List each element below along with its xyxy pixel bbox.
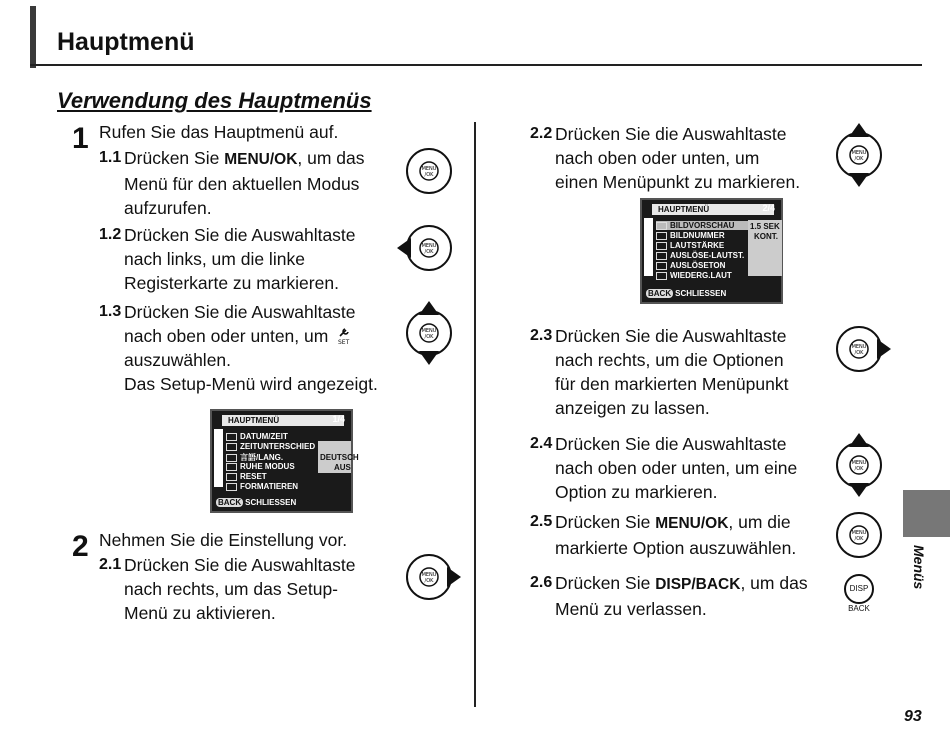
dpad-up-down-icon xyxy=(404,300,454,371)
lcd-page: 1/4 xyxy=(332,414,345,424)
chapter-thumb-tab xyxy=(903,490,950,537)
lcd-row: WIEDERG.LAUT xyxy=(656,271,732,280)
svg-text:/OK: /OK xyxy=(424,172,434,178)
lcd-row: AUSLÖSETON xyxy=(656,261,725,270)
header-accent-bar xyxy=(30,6,36,68)
lcd-screen-menu xyxy=(640,198,783,304)
dpad-icon xyxy=(834,510,884,565)
substep-2-5: 2.5 Drücken Sie MENU/OK, um die markierte Option auszuwählen. xyxy=(530,512,797,558)
lcd-row: AUSLÖSE-LAUTST. xyxy=(656,251,744,260)
substep-number: 1.1 xyxy=(99,149,122,166)
lcd-back-hint: BACK SCHLIESSEN xyxy=(648,289,727,298)
svg-text:MENU: MENU xyxy=(851,150,867,156)
substep-1-2: 1.2 Drücken Sie die Auswahltaste nach links, um die linke Registerkarte zu markieren. xyxy=(99,225,356,293)
lcd-values-box: DEUTSCH AUS xyxy=(318,441,351,473)
svg-text:MENU: MENU xyxy=(851,460,867,466)
lcd-screen-setup xyxy=(210,409,359,513)
svg-text:SET: SET xyxy=(338,339,350,345)
step-1-heading: Rufen Sie das Hauptmenü auf. xyxy=(99,122,339,142)
lcd-row: RUHE MODUS xyxy=(226,462,295,471)
dpad-up-down-icon xyxy=(834,432,884,503)
svg-text:MENU: MENU xyxy=(421,328,437,334)
menu-ok-key: MENU/OK xyxy=(224,151,298,168)
svg-text:MENU: MENU xyxy=(421,166,437,172)
svg-text:/OK: /OK xyxy=(854,156,864,162)
lcd-row: ZEITUNTERSCHIED xyxy=(226,442,315,451)
dpad-right-icon xyxy=(834,324,892,379)
lcd-row: BILDNUMMER xyxy=(656,231,725,240)
svg-text:MENU: MENU xyxy=(421,572,437,578)
column-divider xyxy=(474,122,476,707)
lcd-tab-strip xyxy=(644,218,653,276)
disp-back-key: DISP/BACK xyxy=(655,576,741,593)
disp-button-icon: DISP BACK xyxy=(842,574,876,616)
svg-text:MENU: MENU xyxy=(851,344,867,350)
lcd-row: DATUM/ZEIT xyxy=(226,432,288,441)
step-1-number: 1 xyxy=(72,122,89,155)
svg-text:/OK: /OK xyxy=(854,536,864,542)
substep-2-1: 2.1 Drücken Sie die Auswahltaste nach rechts, um das Setup- Menü zu aktivieren. xyxy=(99,555,356,623)
dpad-left-icon xyxy=(396,223,454,278)
lcd-row: 言語/LANG. xyxy=(226,452,283,463)
lcd-title-bar: HAUPTMENÜ xyxy=(652,204,774,215)
svg-text:MENU: MENU xyxy=(851,530,867,536)
step-2-number: 2 xyxy=(72,530,89,563)
svg-text:MENU: MENU xyxy=(421,243,437,249)
svg-text:/OK: /OK xyxy=(854,350,864,356)
lcd-row: LAUTSTÄRKE xyxy=(656,241,724,250)
substep-2-6: 2.6 Drücken Sie DISP/BACK, um das Menü zu verlassen. xyxy=(530,573,808,619)
header-rule xyxy=(30,64,922,66)
lcd-page: 2/4 xyxy=(762,203,775,213)
substep-1-1: 1.1 Drücken Sie MENU/OK, um das Menü für den aktuellen Modus aufzurufen. xyxy=(99,148,365,218)
page-title: Hauptmenü xyxy=(57,28,195,56)
lcd-row: RESET xyxy=(226,472,267,481)
section-title: Verwendung des Hauptmenüs xyxy=(57,88,372,113)
substep-2-4: 2.4 Drücken Sie die Auswahltaste nach oben oder unten, um eine Option zu markieren. xyxy=(530,434,798,502)
lcd-tab-strip xyxy=(214,429,223,487)
svg-text:/OK: /OK xyxy=(424,249,434,255)
step-2-heading: Nehmen Sie die Einstellung vor. xyxy=(99,530,348,550)
lcd-row-selected: BILDVORSCHAU xyxy=(656,221,750,230)
svg-text:/OK: /OK xyxy=(424,578,434,584)
lcd-back-hint: BACK SCHLIESSEN xyxy=(218,498,297,507)
substep-2-2: 2.2 Drücken Sie die Auswahltaste nach oben oder unten, um einen Menüpunkt zu markieren. xyxy=(530,124,801,192)
svg-text:/OK: /OK xyxy=(424,334,434,340)
svg-text:/OK: /OK xyxy=(854,466,864,472)
menu-ok-key: MENU/OK xyxy=(655,515,729,532)
page-number: 93 xyxy=(904,708,922,725)
setup-wrench-icon xyxy=(337,327,351,345)
lcd-values-box: 1.5 SEK KONT. xyxy=(748,220,782,276)
dpad-right-icon xyxy=(404,552,462,607)
dpad-up-down-icon xyxy=(834,122,884,193)
chapter-side-label: Menüs xyxy=(911,545,927,590)
lcd-title-bar: HAUPTMENÜ xyxy=(222,415,344,426)
dpad-icon xyxy=(404,146,454,201)
substep-1-3: 1.3 Drücken Sie die Auswahltaste nach oben oder unten, um SET auszuwählen. Das Setup-Menü wird angezeigt. xyxy=(99,302,378,394)
lcd-row: FORMATIEREN xyxy=(226,482,298,491)
substep-2-3: 2.3 Drücken Sie die Auswahltaste nach rechts, um die Optionen für den markierten Menüpunkt anzeigen zu lassen. xyxy=(530,326,789,418)
